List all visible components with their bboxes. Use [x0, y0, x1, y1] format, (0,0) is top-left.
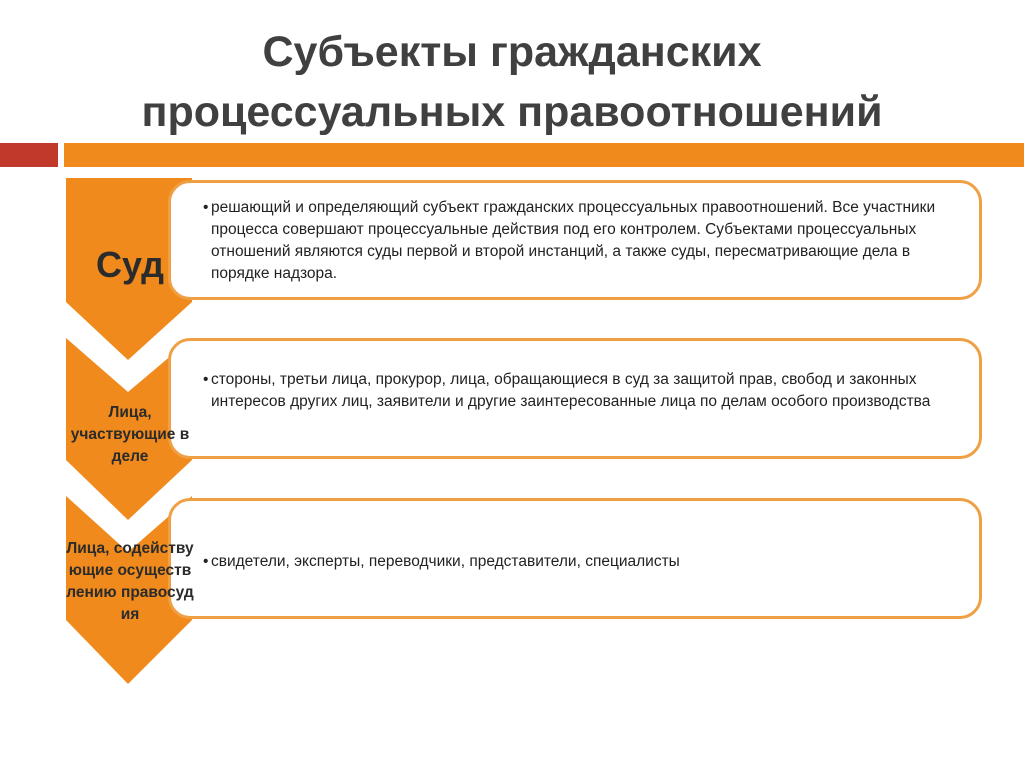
- court-description-box: [168, 180, 982, 300]
- bullet-icon: •: [203, 371, 209, 388]
- label-participants: Лица, участвующие в деле: [70, 404, 190, 465]
- assistants-description-box: [168, 498, 982, 619]
- assistants-description-text: свидетели, эксперты, переводчики, представители, специалисты: [211, 553, 680, 570]
- participants-description-box: [168, 338, 982, 459]
- bullet-icon: •: [203, 553, 209, 570]
- court-description: [203, 197, 959, 285]
- participants-description: [203, 369, 959, 413]
- title-line-1: Субъекты гражданских: [262, 28, 762, 76]
- assistants-description: [203, 551, 959, 573]
- label-assistants: Лица, содействующие осуществлению правосудия: [66, 540, 194, 623]
- bullet-icon: •: [203, 199, 209, 216]
- participants-description-text: стороны, третьи лица, прокурор, лица, обращающиеся в суд за защитой прав, свобод и законных интересов других лиц, заявители и другие заинтересованные лица по делам особого производства: [211, 371, 931, 410]
- label-court: Суд: [96, 244, 164, 285]
- title-line-2: процессуальных правоотношений: [141, 88, 883, 136]
- court-description-text: решающий и определяющий субъект гражданских процессуальных правоотношений. Все участники процесса совершают процессуальные действия под его контролем. Субъектами процессуальных отношений являются суды первой и второй инстанций, а также суды, пересматривающие дела в порядке надзора.: [211, 199, 936, 282]
